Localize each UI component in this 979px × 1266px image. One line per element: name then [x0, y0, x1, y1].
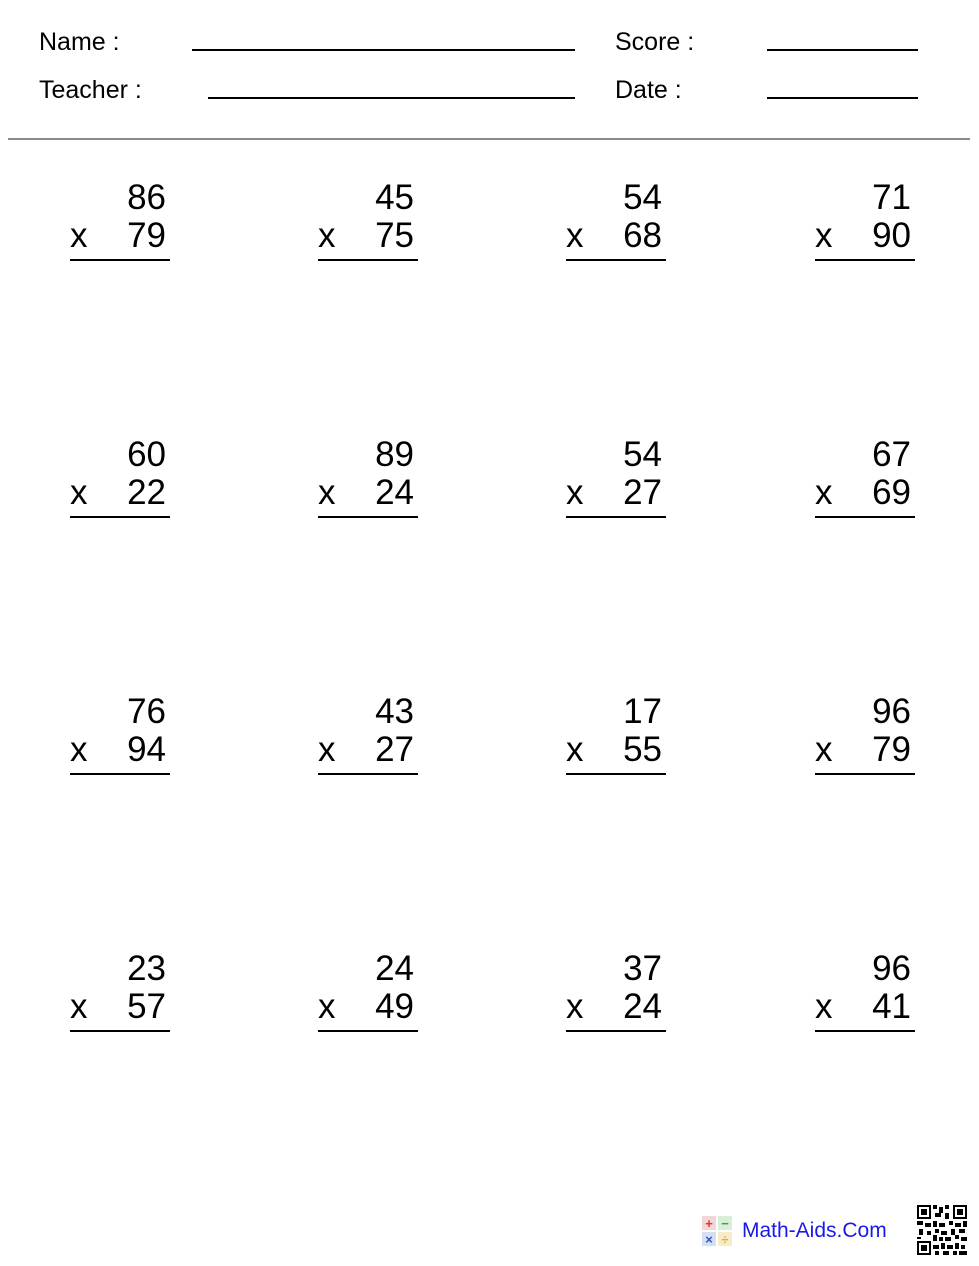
qr-code-icon: [917, 1205, 967, 1255]
multiplier: 27: [623, 473, 662, 512]
problem-12: [815, 693, 917, 783]
multiplier: 68: [623, 216, 662, 255]
multiplicand: 96: [872, 692, 911, 731]
multiplicand: 54: [623, 178, 662, 217]
multiplier: 57: [127, 987, 166, 1026]
times-sign: x: [566, 473, 584, 512]
answer-line: [70, 259, 170, 261]
problem-10: [318, 693, 420, 783]
times-icon: ×: [702, 1232, 716, 1246]
multiplier: 49: [375, 987, 414, 1026]
multiplicand: 96: [872, 949, 911, 988]
problem-8: [815, 436, 917, 526]
multiplicand: 43: [375, 692, 414, 731]
multiplicand: 24: [375, 949, 414, 988]
problem-9: [70, 693, 172, 783]
date-field-line[interactable]: [767, 97, 918, 99]
problem-2: [318, 179, 420, 269]
multiplicand: 23: [127, 949, 166, 988]
name-field-line[interactable]: [192, 49, 575, 51]
multiplier: 79: [872, 730, 911, 769]
answer-line: [318, 516, 418, 518]
brand-link[interactable]: Math-Aids.Com: [742, 1219, 887, 1242]
score-label: Score :: [615, 28, 695, 56]
multiplicand: 60: [127, 435, 166, 474]
times-sign: x: [566, 987, 584, 1026]
multiplicand: 54: [623, 435, 662, 474]
answer-line: [566, 516, 666, 518]
times-sign: x: [318, 473, 336, 512]
answer-line: [566, 259, 666, 261]
problem-15: [566, 950, 668, 1040]
answer-line: [566, 1030, 666, 1032]
answer-line: [70, 516, 170, 518]
date-label: Date :: [615, 76, 682, 104]
minus-icon: −: [718, 1216, 732, 1230]
divide-icon: ÷: [718, 1232, 732, 1246]
teacher-field-line[interactable]: [208, 97, 575, 99]
answer-line: [815, 259, 915, 261]
score-field-line[interactable]: [767, 49, 918, 51]
multiplier: 55: [623, 730, 662, 769]
multiplier: 75: [375, 216, 414, 255]
multiplicand: 86: [127, 178, 166, 217]
problem-5: [70, 436, 172, 526]
answer-line: [70, 773, 170, 775]
problem-14: [318, 950, 420, 1040]
header-divider: [8, 138, 970, 140]
answer-line: [318, 259, 418, 261]
times-sign: x: [815, 473, 833, 512]
times-sign: x: [70, 730, 88, 769]
multiplier: 24: [623, 987, 662, 1026]
times-sign: x: [70, 987, 88, 1026]
multiplier: 69: [872, 473, 911, 512]
answer-line: [318, 773, 418, 775]
plus-icon: +: [702, 1216, 716, 1230]
multiplier: 41: [872, 987, 911, 1026]
multiplicand: 45: [375, 178, 414, 217]
problem-16: [815, 950, 917, 1040]
times-sign: x: [318, 730, 336, 769]
times-sign: x: [815, 987, 833, 1026]
times-sign: x: [318, 987, 336, 1026]
times-sign: x: [70, 216, 88, 255]
math-aids-logo-icon: [702, 1216, 732, 1246]
times-sign: x: [815, 730, 833, 769]
answer-line: [318, 1030, 418, 1032]
times-sign: x: [318, 216, 336, 255]
multiplicand: 71: [872, 178, 911, 217]
problem-7: [566, 436, 668, 526]
math-aids-brand[interactable]: [702, 1216, 887, 1246]
answer-line: [566, 773, 666, 775]
name-label: Name :: [39, 28, 120, 56]
multiplicand: 17: [623, 692, 662, 731]
problem-11: [566, 693, 668, 783]
multiplier: 79: [127, 216, 166, 255]
times-sign: x: [566, 216, 584, 255]
multiplicand: 89: [375, 435, 414, 474]
problem-13: [70, 950, 172, 1040]
problem-3: [566, 179, 668, 269]
multiplier: 94: [127, 730, 166, 769]
answer-line: [815, 1030, 915, 1032]
problem-6: [318, 436, 420, 526]
answer-line: [70, 1030, 170, 1032]
answer-line: [815, 773, 915, 775]
answer-line: [815, 516, 915, 518]
multiplicand: 37: [623, 949, 662, 988]
times-sign: x: [815, 216, 833, 255]
multiplicand: 67: [872, 435, 911, 474]
times-sign: x: [566, 730, 584, 769]
times-sign: x: [70, 473, 88, 512]
multiplicand: 76: [127, 692, 166, 731]
multiplier: 24: [375, 473, 414, 512]
multiplier: 90: [872, 216, 911, 255]
problem-4: [815, 179, 917, 269]
multiplier: 22: [127, 473, 166, 512]
teacher-label: Teacher :: [39, 76, 142, 104]
problem-1: [70, 179, 172, 269]
multiplier: 27: [375, 730, 414, 769]
